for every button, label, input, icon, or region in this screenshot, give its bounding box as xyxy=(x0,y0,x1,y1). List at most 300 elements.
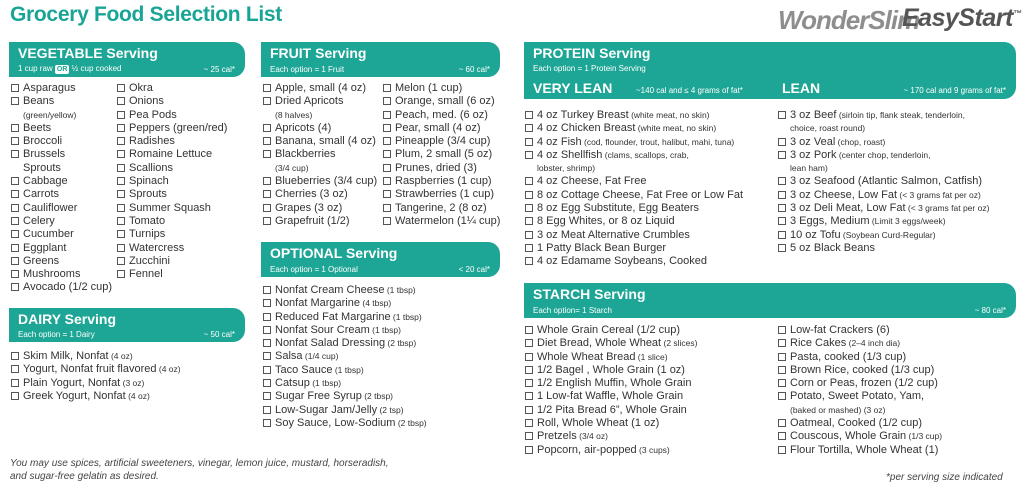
list-item[interactable] xyxy=(263,297,508,310)
vegetable-list-1 xyxy=(11,82,119,295)
checkbox[interactable] xyxy=(117,217,125,225)
list-item[interactable] xyxy=(11,281,119,294)
list-item[interactable] xyxy=(11,202,119,215)
checkbox[interactable] xyxy=(263,406,271,414)
item-label: 3 oz Cheese, Low Fat xyxy=(790,188,898,201)
list-item[interactable] xyxy=(263,135,383,148)
list-item[interactable] xyxy=(263,284,508,297)
optional-calories: < 20 cal* xyxy=(458,265,490,274)
checkbox[interactable] xyxy=(263,339,271,347)
checkbox[interactable] xyxy=(263,379,271,387)
protein-title: PROTEIN Serving xyxy=(533,45,651,61)
checkbox[interactable] xyxy=(525,432,533,440)
list-item[interactable] xyxy=(117,228,247,241)
list-item[interactable] xyxy=(383,82,508,95)
list-item[interactable] xyxy=(383,109,508,122)
checkbox[interactable] xyxy=(117,111,125,119)
checkbox[interactable] xyxy=(117,270,125,278)
list-item[interactable] xyxy=(117,122,247,135)
list-item[interactable] xyxy=(263,188,383,201)
item-label: Beans xyxy=(23,95,55,108)
checkbox[interactable] xyxy=(383,124,391,132)
item-note: (1 tbsp) xyxy=(384,285,416,295)
checkbox[interactable] xyxy=(11,84,19,92)
checkbox[interactable] xyxy=(11,379,19,387)
list-item[interactable] xyxy=(117,109,247,122)
item-label: Raspberries (1 cup) xyxy=(395,175,492,188)
list-item[interactable] xyxy=(11,148,119,161)
list-item[interactable] xyxy=(778,242,1018,255)
checkbox[interactable] xyxy=(778,419,786,427)
item-note: (< 3 grams fat per oz) xyxy=(905,203,990,214)
vegetable-title: VEGETABLE Serving xyxy=(18,45,158,61)
checkbox[interactable] xyxy=(11,204,19,212)
item-label: Beets xyxy=(23,121,52,134)
checkbox[interactable] xyxy=(263,299,271,307)
checkbox[interactable] xyxy=(778,339,786,347)
checkbox[interactable] xyxy=(525,339,533,347)
checkbox[interactable] xyxy=(263,84,271,92)
list-item[interactable] xyxy=(263,215,383,228)
checkbox[interactable] xyxy=(525,177,533,185)
item-note: choice, roast round) xyxy=(790,123,866,134)
item-label: 3 oz Seafood xyxy=(790,175,855,188)
checkbox[interactable] xyxy=(383,204,391,212)
item-label: Taco Sauce xyxy=(275,363,333,376)
checkbox[interactable] xyxy=(263,392,271,400)
list-item[interactable] xyxy=(525,189,775,202)
checkbox[interactable] xyxy=(117,190,125,198)
checkbox[interactable] xyxy=(383,111,391,119)
list-item[interactable] xyxy=(778,430,1018,443)
checkbox[interactable] xyxy=(525,124,533,132)
list-item[interactable] xyxy=(11,175,119,188)
lean-label: LEAN xyxy=(782,80,821,96)
list-item[interactable] xyxy=(11,228,119,241)
list-item[interactable] xyxy=(117,255,247,268)
item-note: (white meat, no skin) xyxy=(628,110,710,120)
checkbox[interactable] xyxy=(383,190,391,198)
list-item[interactable] xyxy=(383,95,508,108)
very-lean-list xyxy=(525,109,775,269)
vegetable-header xyxy=(9,42,245,77)
item-note: (3 oz) xyxy=(120,377,145,388)
checkbox[interactable] xyxy=(383,177,391,185)
item-label: 10 oz Tofu xyxy=(790,228,841,241)
checkbox[interactable] xyxy=(11,244,19,252)
list-item[interactable] xyxy=(525,444,775,457)
list-item[interactable] xyxy=(778,136,1018,149)
list-item[interactable] xyxy=(383,162,508,175)
checkbox[interactable] xyxy=(525,217,533,225)
item-label: Peach, med. (6 oz) xyxy=(395,108,488,121)
list-item[interactable] xyxy=(11,350,251,363)
checkbox[interactable] xyxy=(778,151,786,159)
checkbox[interactable] xyxy=(525,446,533,454)
list-item[interactable] xyxy=(11,255,119,268)
optional-list xyxy=(263,284,508,430)
list-item[interactable] xyxy=(383,148,508,161)
item-note: (sirloin tip, flank steak, tenderloin, xyxy=(836,110,965,120)
brand-logo: WonderSlim xyxy=(778,5,920,35)
checkbox[interactable] xyxy=(263,177,271,185)
checkbox[interactable] xyxy=(117,137,125,145)
checkbox[interactable] xyxy=(117,204,125,212)
list-item[interactable] xyxy=(525,337,775,350)
checkbox[interactable] xyxy=(117,84,125,92)
list-item[interactable] xyxy=(778,189,1018,202)
item-note: (Limit 3 eggs/week) xyxy=(869,216,946,227)
item-label: Nonfat Cream Cheese xyxy=(275,284,385,296)
checkbox[interactable] xyxy=(117,164,125,172)
item-label: Spinach xyxy=(129,175,169,188)
checkbox[interactable] xyxy=(383,217,391,225)
list-item[interactable] xyxy=(117,215,247,228)
item-label: Mushrooms xyxy=(23,268,81,281)
very-lean-note: ~140 cal and ≤ 4 grams of fat* xyxy=(636,86,743,95)
checkbox[interactable] xyxy=(11,190,19,198)
checkbox[interactable] xyxy=(263,190,271,198)
checkbox[interactable] xyxy=(11,257,19,265)
list-item[interactable] xyxy=(263,390,508,403)
list-item[interactable] xyxy=(11,95,119,108)
fruit-subtitle: Each option = 1 Fruit xyxy=(270,65,345,74)
item-label: 3 Eggs, Medium xyxy=(790,215,870,228)
item-label: (3/4 cup) xyxy=(275,162,309,173)
list-item[interactable] xyxy=(383,175,508,188)
list-item[interactable] xyxy=(383,122,508,135)
checkbox[interactable] xyxy=(263,150,271,158)
list-item[interactable] xyxy=(778,390,1018,403)
list-item[interactable] xyxy=(117,82,247,95)
checkbox[interactable] xyxy=(778,326,786,334)
list-item[interactable] xyxy=(263,377,508,390)
item-note: (1 tbsp) xyxy=(309,378,342,389)
item-label: Blackberries xyxy=(275,148,336,161)
checkbox[interactable] xyxy=(525,366,533,374)
list-item[interactable] xyxy=(525,202,775,215)
checkbox[interactable] xyxy=(11,177,19,185)
list-item[interactable] xyxy=(117,175,247,188)
list-item[interactable] xyxy=(525,390,775,403)
checkbox[interactable] xyxy=(778,217,786,225)
list-item[interactable] xyxy=(263,337,508,350)
checkbox[interactable] xyxy=(263,352,271,360)
checkbox[interactable] xyxy=(778,204,786,212)
checkbox[interactable] xyxy=(778,353,786,361)
starch-calories: ~ 80 cal* xyxy=(974,306,1006,315)
list-item[interactable] xyxy=(525,242,775,255)
list-item[interactable] xyxy=(383,202,508,215)
list-item[interactable] xyxy=(525,136,775,149)
item-label: Cauliflower xyxy=(23,201,78,214)
item-label: 8 Egg Whites, or 8 oz Liquid xyxy=(537,215,675,228)
list-item[interactable] xyxy=(263,148,383,161)
checkbox[interactable] xyxy=(778,446,786,454)
checkbox[interactable] xyxy=(525,257,533,265)
page-title: Grocery Food Selection List xyxy=(10,3,282,26)
checkbox[interactable] xyxy=(11,392,19,400)
list-item[interactable] xyxy=(525,122,775,135)
checkbox[interactable] xyxy=(117,257,125,265)
list-item[interactable] xyxy=(117,135,247,148)
item-note: (1 tbsp) xyxy=(332,364,364,375)
checkbox[interactable] xyxy=(778,177,786,185)
list-item xyxy=(263,162,383,175)
checkbox[interactable] xyxy=(263,137,271,145)
list-item[interactable] xyxy=(778,377,1018,390)
item-label: Blueberries (3/4 cup) xyxy=(275,175,378,188)
list-item[interactable] xyxy=(525,404,775,417)
list-item[interactable] xyxy=(778,324,1018,337)
list-item[interactable] xyxy=(778,417,1018,430)
item-label: Peppers (green/red) xyxy=(129,121,228,134)
checkbox[interactable] xyxy=(263,217,271,225)
checkbox[interactable] xyxy=(117,150,125,158)
item-label: Prunes, dried (3) xyxy=(395,161,477,174)
list-item[interactable] xyxy=(525,109,775,122)
checkbox[interactable] xyxy=(263,419,271,427)
list-item[interactable] xyxy=(778,175,1018,188)
checkbox[interactable] xyxy=(263,286,271,294)
list-item[interactable] xyxy=(11,122,119,135)
list-item xyxy=(263,109,383,122)
list-item[interactable] xyxy=(525,351,775,364)
list-item[interactable] xyxy=(778,364,1018,377)
checkbox[interactable] xyxy=(525,326,533,334)
vegetable-list-2 xyxy=(117,82,247,281)
checkbox[interactable] xyxy=(263,124,271,132)
product-logo: EasyStart™ xyxy=(902,4,1022,32)
list-item[interactable] xyxy=(263,122,383,135)
item-label: Plain Yogurt, Nonfat xyxy=(23,376,121,389)
list-item xyxy=(11,162,119,175)
list-item[interactable] xyxy=(263,324,508,337)
list-item[interactable] xyxy=(383,135,508,148)
checkbox[interactable] xyxy=(525,111,533,119)
list-item[interactable] xyxy=(778,109,1018,122)
checkbox[interactable] xyxy=(383,84,391,92)
checkbox[interactable] xyxy=(525,191,533,199)
checkbox[interactable] xyxy=(11,150,19,158)
list-item[interactable] xyxy=(778,229,1018,242)
list-item[interactable] xyxy=(117,242,247,255)
item-label: 4 oz Cheese, Fat Free xyxy=(537,175,647,188)
list-item[interactable] xyxy=(263,311,508,324)
list-item[interactable] xyxy=(525,324,775,337)
checkbox[interactable] xyxy=(778,366,786,374)
checkbox[interactable] xyxy=(383,150,391,158)
checkbox[interactable] xyxy=(525,138,533,146)
list-item[interactable] xyxy=(11,363,251,376)
checkbox[interactable] xyxy=(11,137,19,145)
list-item[interactable] xyxy=(778,337,1018,350)
item-label: Couscous, Whole Grain xyxy=(790,430,907,443)
item-label: Asparagus xyxy=(23,82,76,94)
optional-header xyxy=(261,242,500,277)
checkbox[interactable] xyxy=(11,283,19,291)
item-label: Pretzels xyxy=(537,430,577,443)
checkbox[interactable] xyxy=(11,97,19,105)
checkbox[interactable] xyxy=(383,97,391,105)
item-label: Brussels xyxy=(23,148,66,161)
list-item[interactable] xyxy=(778,444,1018,457)
list-item[interactable] xyxy=(117,162,247,175)
checkbox[interactable] xyxy=(778,138,786,146)
checkbox[interactable] xyxy=(117,97,125,105)
item-note: (6) xyxy=(873,324,890,336)
checkbox[interactable] xyxy=(263,204,271,212)
list-item[interactable] xyxy=(117,95,247,108)
list-item[interactable] xyxy=(11,390,251,403)
checkbox[interactable] xyxy=(11,352,19,360)
list-item[interactable] xyxy=(525,229,775,242)
checkbox[interactable] xyxy=(525,379,533,387)
list-item[interactable] xyxy=(263,175,383,188)
list-item[interactable] xyxy=(525,149,775,162)
item-note: (3 cups) xyxy=(636,444,670,455)
item-label: 1/2 Bagel , Whole Grain xyxy=(537,363,654,376)
item-label: Fennel xyxy=(129,268,163,281)
footer-asterisk-note: *per serving size indicated xyxy=(886,472,1003,483)
list-item[interactable] xyxy=(11,135,119,148)
checkbox[interactable] xyxy=(525,231,533,239)
list-item[interactable] xyxy=(778,202,1018,215)
checkbox[interactable] xyxy=(778,231,786,239)
list-item[interactable] xyxy=(11,268,119,281)
list-item[interactable] xyxy=(383,215,508,228)
item-label: 1 Low-fat Waffle, Whole Grain xyxy=(537,390,684,403)
checkbox[interactable] xyxy=(778,379,786,387)
checkbox[interactable] xyxy=(11,270,19,278)
list-item[interactable] xyxy=(525,430,775,443)
checkbox[interactable] xyxy=(263,97,271,105)
checkbox[interactable] xyxy=(263,313,271,321)
checkbox[interactable] xyxy=(383,137,391,145)
list-item xyxy=(778,122,1018,135)
checkbox[interactable] xyxy=(525,419,533,427)
list-item[interactable] xyxy=(525,417,775,430)
fruit-list-1 xyxy=(263,82,383,228)
item-label: 3 oz Meat Alternative Crumbles xyxy=(537,228,690,241)
list-item[interactable] xyxy=(778,149,1018,162)
item-label: Nonfat Salad Dressing xyxy=(275,337,386,350)
checkbox[interactable] xyxy=(525,392,533,400)
item-label: Potato, Sweet Potato, Yam, xyxy=(790,390,925,403)
item-note: (1 oz) xyxy=(653,363,685,376)
item-label: Oatmeal, Cooked xyxy=(790,417,876,430)
list-item[interactable] xyxy=(263,82,383,95)
item-label: Popcorn, air-popped xyxy=(537,443,637,456)
checkbox[interactable] xyxy=(117,244,125,252)
list-item[interactable] xyxy=(11,82,119,95)
checkbox[interactable] xyxy=(525,244,533,252)
list-item[interactable] xyxy=(117,268,247,281)
item-label: Sugar Free Syrup xyxy=(275,390,362,403)
list-item[interactable] xyxy=(117,188,247,201)
list-item[interactable] xyxy=(11,242,119,255)
list-item[interactable] xyxy=(525,215,775,228)
checkbox[interactable] xyxy=(778,392,786,400)
item-note: lean ham) xyxy=(790,163,828,174)
item-label: Strawberries (1 cup) xyxy=(395,188,495,201)
checkbox[interactable] xyxy=(778,244,786,252)
list-item[interactable] xyxy=(263,417,508,430)
checkbox[interactable] xyxy=(11,217,19,225)
starch-title: STARCH Serving xyxy=(533,286,646,302)
checkbox[interactable] xyxy=(525,204,533,212)
list-item[interactable] xyxy=(117,148,247,161)
checkbox[interactable] xyxy=(778,191,786,199)
checkbox[interactable] xyxy=(263,326,271,334)
list-item[interactable] xyxy=(525,377,775,390)
list-item[interactable] xyxy=(263,350,508,363)
item-label: Eggplant xyxy=(23,241,67,254)
checkbox[interactable] xyxy=(525,406,533,414)
checkbox[interactable] xyxy=(11,365,19,373)
dairy-list xyxy=(11,350,251,403)
list-item[interactable] xyxy=(778,215,1018,228)
item-label: Avocado (1/2 cup) xyxy=(23,281,113,294)
list-item[interactable] xyxy=(263,95,383,108)
item-label: Plum, 2 small (5 oz) xyxy=(395,148,493,161)
checkbox[interactable] xyxy=(525,353,533,361)
checkbox[interactable] xyxy=(525,151,533,159)
checkbox[interactable] xyxy=(778,111,786,119)
list-item[interactable] xyxy=(11,188,119,201)
list-item[interactable] xyxy=(778,351,1018,364)
list-item[interactable] xyxy=(11,377,251,390)
item-note: (baked or mashed) (3 oz) xyxy=(790,404,886,415)
item-label: Zucchini xyxy=(129,254,170,267)
optional-title: OPTIONAL Serving xyxy=(270,245,398,261)
checkbox[interactable] xyxy=(263,366,271,374)
item-label: Pea Pods xyxy=(129,108,177,121)
item-note: (Atlantic Salmon, Catfish) xyxy=(854,175,982,188)
list-item[interactable] xyxy=(525,175,775,188)
checkbox[interactable] xyxy=(383,164,391,172)
item-label: Cherries (3 oz) xyxy=(275,188,348,201)
item-note: (1) xyxy=(921,443,939,456)
list-item[interactable] xyxy=(117,202,247,215)
item-note: (4 oz) xyxy=(108,351,133,361)
item-note: (4 tbsp) xyxy=(360,298,392,309)
list-item[interactable] xyxy=(383,188,508,201)
checkbox[interactable] xyxy=(778,432,786,440)
list-item[interactable] xyxy=(525,364,775,377)
item-label: 4 oz Shellfish xyxy=(537,148,603,161)
dairy-subtitle: Each option = 1 Dairy xyxy=(18,330,95,339)
list-item[interactable] xyxy=(263,364,508,377)
list-item[interactable] xyxy=(263,202,383,215)
checkbox[interactable] xyxy=(117,230,125,238)
list-item[interactable] xyxy=(525,255,775,268)
item-label: Skim Milk, Nonfat xyxy=(23,350,109,362)
item-label: Yogurt, Nonfat fruit flavored xyxy=(23,363,157,376)
dairy-calories: ~ 50 cal* xyxy=(203,330,235,339)
item-label: Greek Yogurt, Nonfat xyxy=(23,389,126,402)
checkbox[interactable] xyxy=(117,124,125,132)
fruit-title: FRUIT Serving xyxy=(270,45,367,61)
item-note: (2 tbsp) xyxy=(385,338,417,349)
list-item[interactable] xyxy=(263,404,508,417)
item-note: (chop, roast) xyxy=(835,136,886,147)
list-item[interactable] xyxy=(11,215,119,228)
checkbox[interactable] xyxy=(11,124,19,132)
checkbox[interactable] xyxy=(117,177,125,185)
checkbox[interactable] xyxy=(11,230,19,238)
item-note: (1/4 cup) xyxy=(302,351,339,362)
